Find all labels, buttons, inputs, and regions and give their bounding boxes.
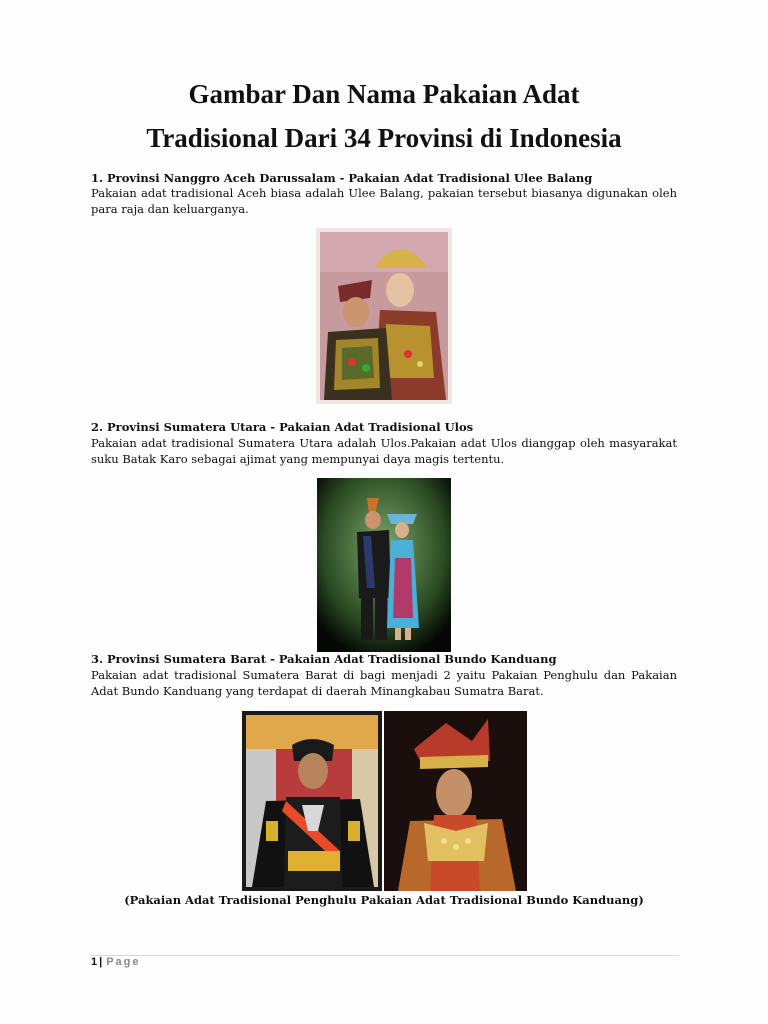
section-3-heading: 3. Provinsi Sumatera Barat - Pakaian Adat Tradisional Bundo Kanduang bbox=[91, 652, 557, 666]
section-1-heading: 1. Provinsi Nanggro Aceh Darussalam - Pakaian Adat Tradisional Ulee Balang bbox=[91, 171, 593, 185]
section-3-body: Pakaian adat tradisional Sumatera Barat di bagi menjadi 2 yaitu Pakaian Penghulu dan Pakaian Adat Bundo Kanduang yang terdapat di daerah Minangkabau Sumatra Barat. bbox=[91, 668, 677, 698]
footer-separator: | bbox=[99, 956, 103, 968]
figure-caption: (Pakaian Adat Tradisional Penghulu Pakaian Adat Tradisional Bundo Kanduang) bbox=[124, 893, 644, 907]
penghulu-man-image bbox=[242, 711, 382, 891]
section-2-heading: 2. Provinsi Sumatera Utara - Pakaian Adat Tradisional Ulos bbox=[91, 420, 474, 434]
section-2-body: Pakaian adat tradisional Sumatera Utara adalah Ulos.Pakaian adat Ulos dianggap oleh masyarakat suku Batak Karo sebagai ajimat yang mempunyai daya magis tertentu. bbox=[91, 436, 677, 466]
ulos-couple-image bbox=[317, 478, 451, 652]
page-number: 1 bbox=[91, 956, 98, 968]
bundo-kanduang-woman-image bbox=[384, 711, 527, 891]
page-title-line-1: Gambar Dan Nama Pakaian Adat bbox=[188, 79, 580, 109]
footer-divider bbox=[91, 955, 679, 956]
page-footer bbox=[91, 956, 141, 968]
page-title-line-2: Tradisional Dari 34 Provinsi di Indonesia bbox=[146, 123, 622, 153]
page-label: Page bbox=[106, 956, 141, 968]
aceh-costume-photo bbox=[316, 228, 452, 404]
section-1-body: Pakaian adat tradisional Aceh biasa adalah Ulee Balang, pakaian tersebut biasanya digunakan oleh para raja dan keluarganya. bbox=[91, 186, 677, 216]
aceh-couple-image bbox=[316, 228, 452, 404]
bundo-kanduang-costume-photo bbox=[384, 711, 527, 891]
penghulu-costume-photo bbox=[242, 711, 382, 891]
sumut-costume-photo bbox=[317, 478, 451, 652]
